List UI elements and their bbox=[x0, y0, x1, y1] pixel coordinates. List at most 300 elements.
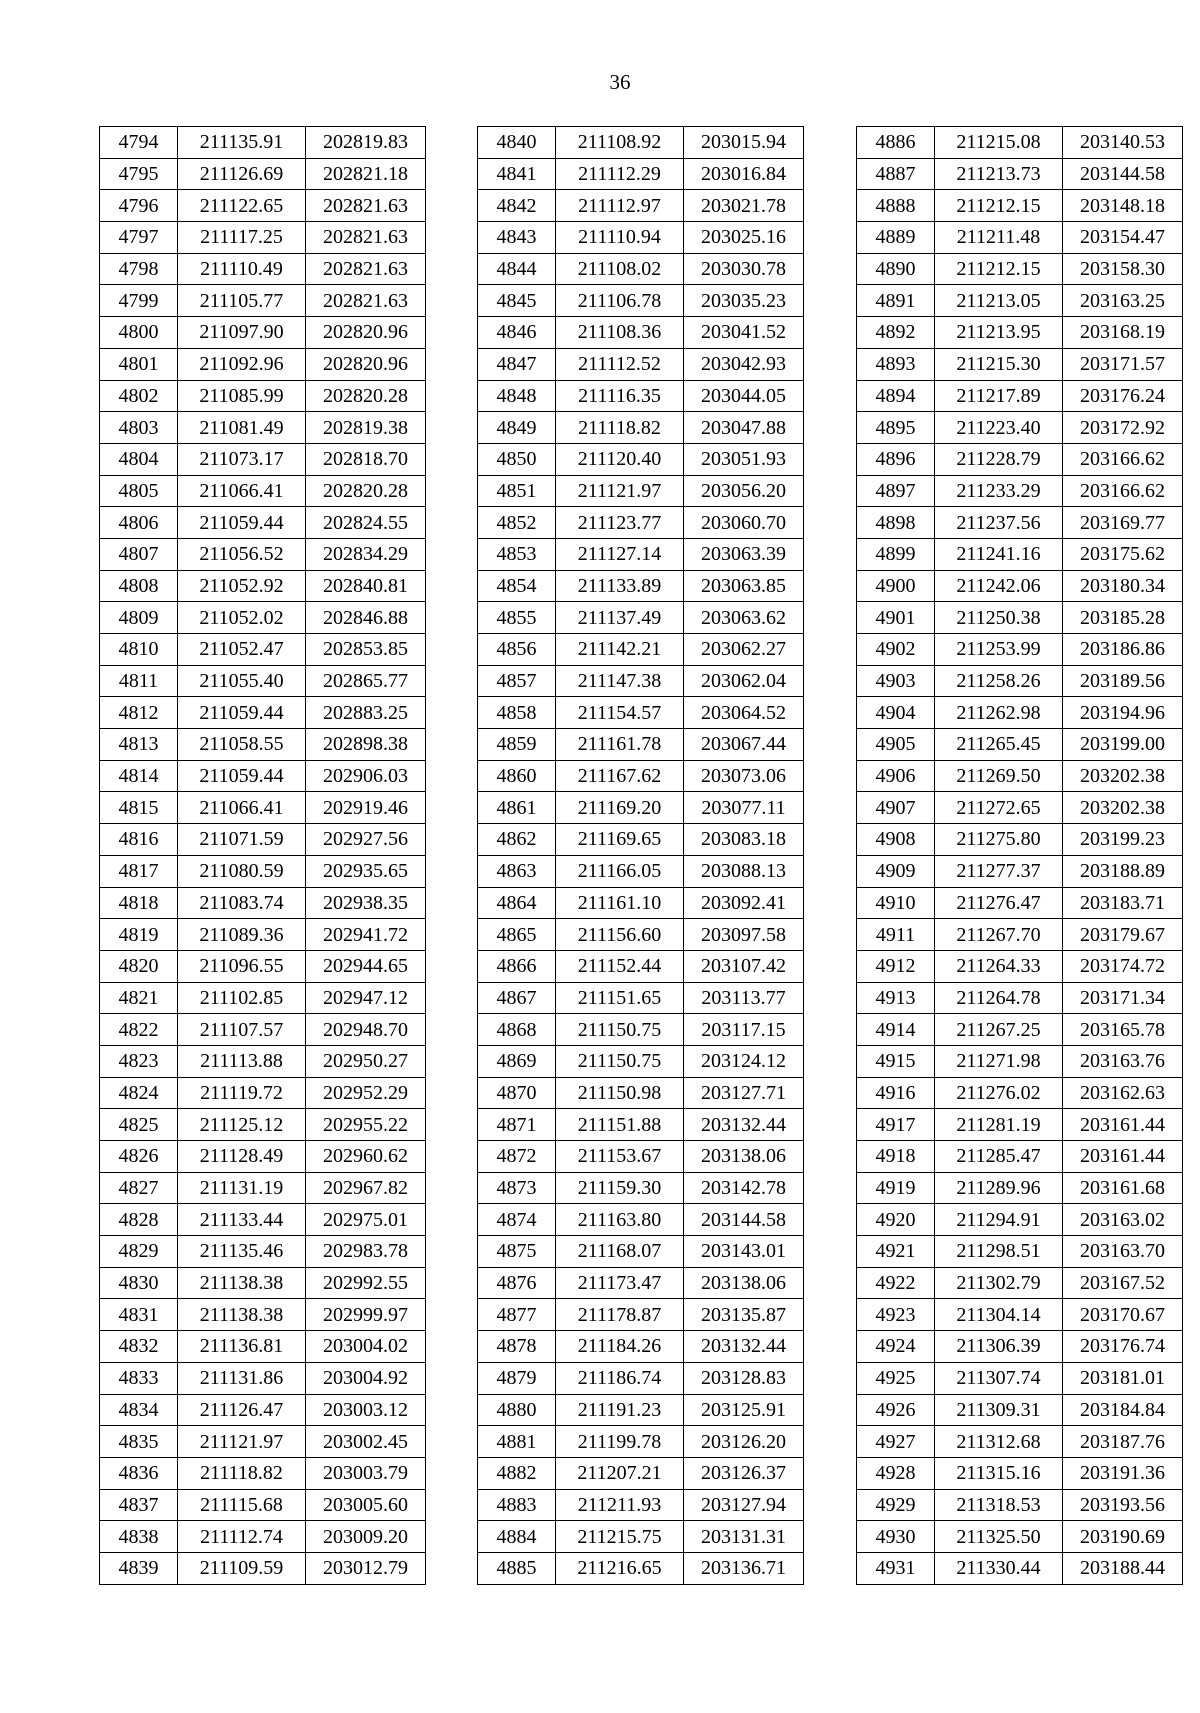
point-id-cell: 4882 bbox=[478, 1457, 556, 1489]
point-id-cell: 4907 bbox=[857, 792, 935, 824]
x-coordinate-cell: 211223.40 bbox=[935, 412, 1063, 444]
y-coordinate-cell: 203161.68 bbox=[1063, 1172, 1183, 1204]
y-coordinate-cell: 203142.78 bbox=[684, 1172, 804, 1204]
y-coordinate-cell: 202967.82 bbox=[306, 1172, 426, 1204]
y-coordinate-cell: 202821.63 bbox=[306, 253, 426, 285]
y-coordinate-cell: 202952.29 bbox=[306, 1077, 426, 1109]
x-coordinate-cell: 211154.57 bbox=[556, 697, 684, 729]
x-coordinate-cell: 211137.49 bbox=[556, 602, 684, 634]
point-id-cell: 4809 bbox=[100, 602, 178, 634]
y-coordinate-cell: 203176.24 bbox=[1063, 380, 1183, 412]
x-coordinate-cell: 211110.49 bbox=[178, 253, 306, 285]
point-id-cell: 4908 bbox=[857, 824, 935, 856]
y-coordinate-cell: 203163.70 bbox=[1063, 1236, 1183, 1268]
y-coordinate-cell: 202935.65 bbox=[306, 855, 426, 887]
table-row bbox=[100, 697, 426, 729]
table-row bbox=[100, 1204, 426, 1236]
x-coordinate-cell: 211269.50 bbox=[935, 760, 1063, 792]
x-coordinate-cell: 211212.15 bbox=[935, 253, 1063, 285]
table-row bbox=[857, 1394, 1183, 1426]
table-row bbox=[478, 317, 804, 349]
x-coordinate-cell: 211304.14 bbox=[935, 1299, 1063, 1331]
point-id-cell: 4884 bbox=[478, 1521, 556, 1553]
y-coordinate-cell: 203088.13 bbox=[684, 855, 804, 887]
table-row bbox=[857, 412, 1183, 444]
point-id-cell: 4838 bbox=[100, 1521, 178, 1553]
table-row bbox=[478, 538, 804, 570]
point-id-cell: 4794 bbox=[100, 127, 178, 159]
x-coordinate-cell: 211298.51 bbox=[935, 1236, 1063, 1268]
y-coordinate-cell: 203162.63 bbox=[1063, 1077, 1183, 1109]
point-id-cell: 4820 bbox=[100, 950, 178, 982]
x-coordinate-cell: 211126.47 bbox=[178, 1394, 306, 1426]
x-coordinate-cell: 211281.19 bbox=[935, 1109, 1063, 1141]
y-coordinate-cell: 203132.44 bbox=[684, 1109, 804, 1141]
table-row bbox=[478, 253, 804, 285]
y-coordinate-cell: 203184.84 bbox=[1063, 1394, 1183, 1426]
table-row bbox=[100, 1077, 426, 1109]
y-coordinate-cell: 203004.92 bbox=[306, 1362, 426, 1394]
point-id-cell: 4919 bbox=[857, 1172, 935, 1204]
table-row bbox=[857, 665, 1183, 697]
y-coordinate-cell: 203047.88 bbox=[684, 412, 804, 444]
point-id-cell: 4808 bbox=[100, 570, 178, 602]
x-coordinate-cell: 211138.38 bbox=[178, 1299, 306, 1331]
x-coordinate-cell: 211166.05 bbox=[556, 855, 684, 887]
table-row bbox=[100, 1109, 426, 1141]
x-coordinate-cell: 211120.40 bbox=[556, 443, 684, 475]
point-id-cell: 4864 bbox=[478, 887, 556, 919]
y-coordinate-cell: 202883.25 bbox=[306, 697, 426, 729]
table-row bbox=[100, 760, 426, 792]
y-coordinate-cell: 203190.69 bbox=[1063, 1521, 1183, 1553]
y-coordinate-cell: 203004.02 bbox=[306, 1331, 426, 1363]
point-id-cell: 4891 bbox=[857, 285, 935, 317]
x-coordinate-cell: 211089.36 bbox=[178, 919, 306, 951]
table-body bbox=[857, 127, 1183, 1585]
x-coordinate-cell: 211264.78 bbox=[935, 982, 1063, 1014]
table-row bbox=[100, 1331, 426, 1363]
table-row bbox=[100, 824, 426, 856]
x-coordinate-cell: 211167.62 bbox=[556, 760, 684, 792]
y-coordinate-cell: 203144.58 bbox=[684, 1204, 804, 1236]
table-row bbox=[478, 127, 804, 159]
point-id-cell: 4833 bbox=[100, 1362, 178, 1394]
table-row bbox=[857, 824, 1183, 856]
y-coordinate-cell: 202948.70 bbox=[306, 1014, 426, 1046]
x-coordinate-cell: 211133.89 bbox=[556, 570, 684, 602]
table-row bbox=[478, 1489, 804, 1521]
table-row bbox=[478, 1299, 804, 1331]
point-id-cell: 4921 bbox=[857, 1236, 935, 1268]
x-coordinate-cell: 211233.29 bbox=[935, 475, 1063, 507]
x-coordinate-cell: 211131.86 bbox=[178, 1362, 306, 1394]
x-coordinate-cell: 211215.08 bbox=[935, 127, 1063, 159]
y-coordinate-cell: 203016.84 bbox=[684, 158, 804, 190]
point-id-cell: 4870 bbox=[478, 1077, 556, 1109]
table-row bbox=[857, 317, 1183, 349]
table-row bbox=[857, 760, 1183, 792]
x-coordinate-cell: 211330.44 bbox=[935, 1552, 1063, 1584]
x-coordinate-cell: 211241.16 bbox=[935, 538, 1063, 570]
y-coordinate-cell: 202821.63 bbox=[306, 285, 426, 317]
x-coordinate-cell: 211135.91 bbox=[178, 127, 306, 159]
x-coordinate-cell: 211052.02 bbox=[178, 602, 306, 634]
y-coordinate-cell: 203144.58 bbox=[1063, 158, 1183, 190]
x-coordinate-cell: 211276.47 bbox=[935, 887, 1063, 919]
x-coordinate-cell: 211112.52 bbox=[556, 348, 684, 380]
table-row bbox=[478, 792, 804, 824]
y-coordinate-cell: 203051.93 bbox=[684, 443, 804, 475]
table-row bbox=[478, 507, 804, 539]
y-coordinate-cell: 203067.44 bbox=[684, 729, 804, 761]
x-coordinate-cell: 211071.59 bbox=[178, 824, 306, 856]
point-id-cell: 4904 bbox=[857, 697, 935, 729]
coordinate-table-1 bbox=[99, 126, 426, 1585]
y-coordinate-cell: 203056.20 bbox=[684, 475, 804, 507]
x-coordinate-cell: 211112.97 bbox=[556, 190, 684, 222]
x-coordinate-cell: 211253.99 bbox=[935, 634, 1063, 666]
table-row bbox=[857, 127, 1183, 159]
x-coordinate-cell: 211112.29 bbox=[556, 158, 684, 190]
point-id-cell: 4912 bbox=[857, 950, 935, 982]
point-id-cell: 4805 bbox=[100, 475, 178, 507]
x-coordinate-cell: 211131.19 bbox=[178, 1172, 306, 1204]
point-id-cell: 4929 bbox=[857, 1489, 935, 1521]
table-row bbox=[478, 697, 804, 729]
point-id-cell: 4866 bbox=[478, 950, 556, 982]
point-id-cell: 4804 bbox=[100, 443, 178, 475]
x-coordinate-cell: 211275.80 bbox=[935, 824, 1063, 856]
x-coordinate-cell: 211312.68 bbox=[935, 1426, 1063, 1458]
x-coordinate-cell: 211325.50 bbox=[935, 1521, 1063, 1553]
x-coordinate-cell: 211318.53 bbox=[935, 1489, 1063, 1521]
table-row bbox=[857, 1141, 1183, 1173]
x-coordinate-cell: 211126.69 bbox=[178, 158, 306, 190]
y-coordinate-cell: 203140.53 bbox=[1063, 127, 1183, 159]
point-id-cell: 4872 bbox=[478, 1141, 556, 1173]
x-coordinate-cell: 211151.88 bbox=[556, 1109, 684, 1141]
y-coordinate-cell: 202818.70 bbox=[306, 443, 426, 475]
point-id-cell: 4902 bbox=[857, 634, 935, 666]
y-coordinate-cell: 202898.38 bbox=[306, 729, 426, 761]
x-coordinate-cell: 211267.70 bbox=[935, 919, 1063, 951]
y-coordinate-cell: 203166.62 bbox=[1063, 475, 1183, 507]
y-coordinate-cell: 203138.06 bbox=[684, 1267, 804, 1299]
point-id-cell: 4875 bbox=[478, 1236, 556, 1268]
table-row bbox=[100, 317, 426, 349]
x-coordinate-cell: 211237.56 bbox=[935, 507, 1063, 539]
y-coordinate-cell: 203161.44 bbox=[1063, 1141, 1183, 1173]
y-coordinate-cell: 203097.58 bbox=[684, 919, 804, 951]
point-id-cell: 4835 bbox=[100, 1426, 178, 1458]
table-row bbox=[857, 1521, 1183, 1553]
point-id-cell: 4914 bbox=[857, 1014, 935, 1046]
y-coordinate-cell: 203171.57 bbox=[1063, 348, 1183, 380]
y-coordinate-cell: 203124.12 bbox=[684, 1045, 804, 1077]
point-id-cell: 4855 bbox=[478, 602, 556, 634]
y-coordinate-cell: 203063.85 bbox=[684, 570, 804, 602]
table-row bbox=[100, 729, 426, 761]
table-row bbox=[857, 1109, 1183, 1141]
x-coordinate-cell: 211096.55 bbox=[178, 950, 306, 982]
table-row bbox=[100, 1394, 426, 1426]
table-row bbox=[478, 982, 804, 1014]
x-coordinate-cell: 211277.37 bbox=[935, 855, 1063, 887]
table-row bbox=[478, 222, 804, 254]
table-row bbox=[478, 190, 804, 222]
point-id-cell: 4893 bbox=[857, 348, 935, 380]
table-row bbox=[100, 919, 426, 951]
x-coordinate-cell: 211109.59 bbox=[178, 1552, 306, 1584]
x-coordinate-cell: 211211.48 bbox=[935, 222, 1063, 254]
table-row bbox=[478, 855, 804, 887]
table-row bbox=[857, 729, 1183, 761]
x-coordinate-cell: 211052.47 bbox=[178, 634, 306, 666]
x-coordinate-cell: 211161.78 bbox=[556, 729, 684, 761]
table-row bbox=[478, 1172, 804, 1204]
y-coordinate-cell: 203187.76 bbox=[1063, 1426, 1183, 1458]
table-row bbox=[100, 1172, 426, 1204]
y-coordinate-cell: 203025.16 bbox=[684, 222, 804, 254]
point-id-cell: 4910 bbox=[857, 887, 935, 919]
table-row bbox=[478, 887, 804, 919]
table-row bbox=[100, 1426, 426, 1458]
x-coordinate-cell: 211271.98 bbox=[935, 1045, 1063, 1077]
x-coordinate-cell: 211186.74 bbox=[556, 1362, 684, 1394]
y-coordinate-cell: 203126.37 bbox=[684, 1457, 804, 1489]
x-coordinate-cell: 211108.92 bbox=[556, 127, 684, 159]
y-coordinate-cell: 202819.38 bbox=[306, 412, 426, 444]
table-row bbox=[857, 253, 1183, 285]
point-id-cell: 4843 bbox=[478, 222, 556, 254]
point-id-cell: 4823 bbox=[100, 1045, 178, 1077]
x-coordinate-cell: 211052.92 bbox=[178, 570, 306, 602]
x-coordinate-cell: 211178.87 bbox=[556, 1299, 684, 1331]
y-coordinate-cell: 202821.63 bbox=[306, 222, 426, 254]
x-coordinate-cell: 211267.25 bbox=[935, 1014, 1063, 1046]
x-coordinate-cell: 211147.38 bbox=[556, 665, 684, 697]
point-id-cell: 4849 bbox=[478, 412, 556, 444]
table-row bbox=[478, 285, 804, 317]
table-row bbox=[857, 1362, 1183, 1394]
x-coordinate-cell: 211108.36 bbox=[556, 317, 684, 349]
x-coordinate-cell: 211117.25 bbox=[178, 222, 306, 254]
x-coordinate-cell: 211108.02 bbox=[556, 253, 684, 285]
x-coordinate-cell: 211264.33 bbox=[935, 950, 1063, 982]
y-coordinate-cell: 203169.77 bbox=[1063, 507, 1183, 539]
point-id-cell: 4811 bbox=[100, 665, 178, 697]
y-coordinate-cell: 202820.96 bbox=[306, 317, 426, 349]
y-coordinate-cell: 203179.67 bbox=[1063, 919, 1183, 951]
point-id-cell: 4860 bbox=[478, 760, 556, 792]
point-id-cell: 4818 bbox=[100, 887, 178, 919]
point-id-cell: 4898 bbox=[857, 507, 935, 539]
table-row bbox=[857, 348, 1183, 380]
point-id-cell: 4836 bbox=[100, 1457, 178, 1489]
x-coordinate-cell: 211213.05 bbox=[935, 285, 1063, 317]
table-row bbox=[100, 1299, 426, 1331]
table-row bbox=[478, 1394, 804, 1426]
x-coordinate-cell: 211258.26 bbox=[935, 665, 1063, 697]
table-row bbox=[857, 1204, 1183, 1236]
table-row bbox=[857, 1236, 1183, 1268]
table-row bbox=[100, 1521, 426, 1553]
x-coordinate-cell: 211294.91 bbox=[935, 1204, 1063, 1236]
table-row bbox=[478, 1109, 804, 1141]
table-row bbox=[100, 253, 426, 285]
point-id-cell: 4856 bbox=[478, 634, 556, 666]
table-row bbox=[857, 1489, 1183, 1521]
x-coordinate-cell: 211135.46 bbox=[178, 1236, 306, 1268]
table-row bbox=[857, 380, 1183, 412]
point-id-cell: 4877 bbox=[478, 1299, 556, 1331]
y-coordinate-cell: 202955.22 bbox=[306, 1109, 426, 1141]
x-coordinate-cell: 211118.82 bbox=[556, 412, 684, 444]
y-coordinate-cell: 203138.06 bbox=[684, 1141, 804, 1173]
table-row bbox=[857, 570, 1183, 602]
point-id-cell: 4826 bbox=[100, 1141, 178, 1173]
y-coordinate-cell: 203015.94 bbox=[684, 127, 804, 159]
table-row bbox=[100, 380, 426, 412]
point-id-cell: 4920 bbox=[857, 1204, 935, 1236]
y-coordinate-cell: 203064.52 bbox=[684, 697, 804, 729]
y-coordinate-cell: 203185.28 bbox=[1063, 602, 1183, 634]
y-coordinate-cell: 202950.27 bbox=[306, 1045, 426, 1077]
point-id-cell: 4868 bbox=[478, 1014, 556, 1046]
y-coordinate-cell: 202821.63 bbox=[306, 190, 426, 222]
point-id-cell: 4853 bbox=[478, 538, 556, 570]
y-coordinate-cell: 202992.55 bbox=[306, 1267, 426, 1299]
y-coordinate-cell: 202865.77 bbox=[306, 665, 426, 697]
y-coordinate-cell: 202960.62 bbox=[306, 1141, 426, 1173]
y-coordinate-cell: 203163.76 bbox=[1063, 1045, 1183, 1077]
point-id-cell: 4819 bbox=[100, 919, 178, 951]
point-id-cell: 4883 bbox=[478, 1489, 556, 1521]
y-coordinate-cell: 203170.67 bbox=[1063, 1299, 1183, 1331]
x-coordinate-cell: 211289.96 bbox=[935, 1172, 1063, 1204]
y-coordinate-cell: 202999.97 bbox=[306, 1299, 426, 1331]
point-id-cell: 4917 bbox=[857, 1109, 935, 1141]
y-coordinate-cell: 202821.18 bbox=[306, 158, 426, 190]
point-id-cell: 4865 bbox=[478, 919, 556, 951]
y-coordinate-cell: 203199.00 bbox=[1063, 729, 1183, 761]
y-coordinate-cell: 203083.18 bbox=[684, 824, 804, 856]
x-coordinate-cell: 211116.35 bbox=[556, 380, 684, 412]
x-coordinate-cell: 211081.49 bbox=[178, 412, 306, 444]
y-coordinate-cell: 202944.65 bbox=[306, 950, 426, 982]
y-coordinate-cell: 202941.72 bbox=[306, 919, 426, 951]
y-coordinate-cell: 203191.36 bbox=[1063, 1457, 1183, 1489]
point-id-cell: 4857 bbox=[478, 665, 556, 697]
point-id-cell: 4930 bbox=[857, 1521, 935, 1553]
y-coordinate-cell: 203188.89 bbox=[1063, 855, 1183, 887]
table-row bbox=[478, 1457, 804, 1489]
y-coordinate-cell: 203073.06 bbox=[684, 760, 804, 792]
table-row bbox=[857, 1331, 1183, 1363]
table-row bbox=[478, 919, 804, 951]
y-coordinate-cell: 203180.34 bbox=[1063, 570, 1183, 602]
table-row bbox=[100, 1141, 426, 1173]
table-row bbox=[857, 1077, 1183, 1109]
table-row bbox=[100, 665, 426, 697]
x-coordinate-cell: 211097.90 bbox=[178, 317, 306, 349]
point-id-cell: 4895 bbox=[857, 412, 935, 444]
x-coordinate-cell: 211212.15 bbox=[935, 190, 1063, 222]
x-coordinate-cell: 211191.23 bbox=[556, 1394, 684, 1426]
coordinate-table-2 bbox=[477, 126, 804, 1585]
point-id-cell: 4887 bbox=[857, 158, 935, 190]
point-id-cell: 4846 bbox=[478, 317, 556, 349]
x-coordinate-cell: 211066.41 bbox=[178, 475, 306, 507]
y-coordinate-cell: 203012.79 bbox=[306, 1552, 426, 1584]
point-id-cell: 4927 bbox=[857, 1426, 935, 1458]
point-id-cell: 4923 bbox=[857, 1299, 935, 1331]
table-row bbox=[478, 1014, 804, 1046]
point-id-cell: 4924 bbox=[857, 1331, 935, 1363]
table-row bbox=[478, 1236, 804, 1268]
x-coordinate-cell: 211161.10 bbox=[556, 887, 684, 919]
x-coordinate-cell: 211217.89 bbox=[935, 380, 1063, 412]
y-coordinate-cell: 203005.60 bbox=[306, 1489, 426, 1521]
table-row bbox=[478, 1077, 804, 1109]
point-id-cell: 4830 bbox=[100, 1267, 178, 1299]
x-coordinate-cell: 211159.30 bbox=[556, 1172, 684, 1204]
table-row bbox=[100, 285, 426, 317]
point-id-cell: 4845 bbox=[478, 285, 556, 317]
x-coordinate-cell: 211150.98 bbox=[556, 1077, 684, 1109]
table-row bbox=[857, 602, 1183, 634]
y-coordinate-cell: 202947.12 bbox=[306, 982, 426, 1014]
table-row bbox=[100, 443, 426, 475]
y-coordinate-cell: 203163.02 bbox=[1063, 1204, 1183, 1236]
table-row bbox=[478, 1331, 804, 1363]
point-id-cell: 4810 bbox=[100, 634, 178, 666]
x-coordinate-cell: 211152.44 bbox=[556, 950, 684, 982]
point-id-cell: 4863 bbox=[478, 855, 556, 887]
point-id-cell: 4874 bbox=[478, 1204, 556, 1236]
table-row bbox=[100, 222, 426, 254]
y-coordinate-cell: 203135.87 bbox=[684, 1299, 804, 1331]
x-coordinate-cell: 211138.38 bbox=[178, 1267, 306, 1299]
point-id-cell: 4817 bbox=[100, 855, 178, 887]
x-coordinate-cell: 211215.75 bbox=[556, 1521, 684, 1553]
y-coordinate-cell: 203148.18 bbox=[1063, 190, 1183, 222]
x-coordinate-cell: 211128.49 bbox=[178, 1141, 306, 1173]
table-body bbox=[478, 127, 804, 1585]
table-row bbox=[478, 348, 804, 380]
table-row bbox=[478, 950, 804, 982]
point-id-cell: 4918 bbox=[857, 1141, 935, 1173]
y-coordinate-cell: 203199.23 bbox=[1063, 824, 1183, 856]
x-coordinate-cell: 211066.41 bbox=[178, 792, 306, 824]
x-coordinate-cell: 211272.65 bbox=[935, 792, 1063, 824]
point-id-cell: 4806 bbox=[100, 507, 178, 539]
point-id-cell: 4861 bbox=[478, 792, 556, 824]
table-row bbox=[857, 982, 1183, 1014]
y-coordinate-cell: 202983.78 bbox=[306, 1236, 426, 1268]
table-row bbox=[478, 1552, 804, 1584]
x-coordinate-cell: 211207.21 bbox=[556, 1457, 684, 1489]
table-row bbox=[857, 1457, 1183, 1489]
table-row bbox=[100, 570, 426, 602]
x-coordinate-cell: 211121.97 bbox=[178, 1426, 306, 1458]
table-row bbox=[478, 665, 804, 697]
y-coordinate-cell: 203041.52 bbox=[684, 317, 804, 349]
y-coordinate-cell: 203126.20 bbox=[684, 1426, 804, 1458]
y-coordinate-cell: 203035.23 bbox=[684, 285, 804, 317]
y-coordinate-cell: 203044.05 bbox=[684, 380, 804, 412]
